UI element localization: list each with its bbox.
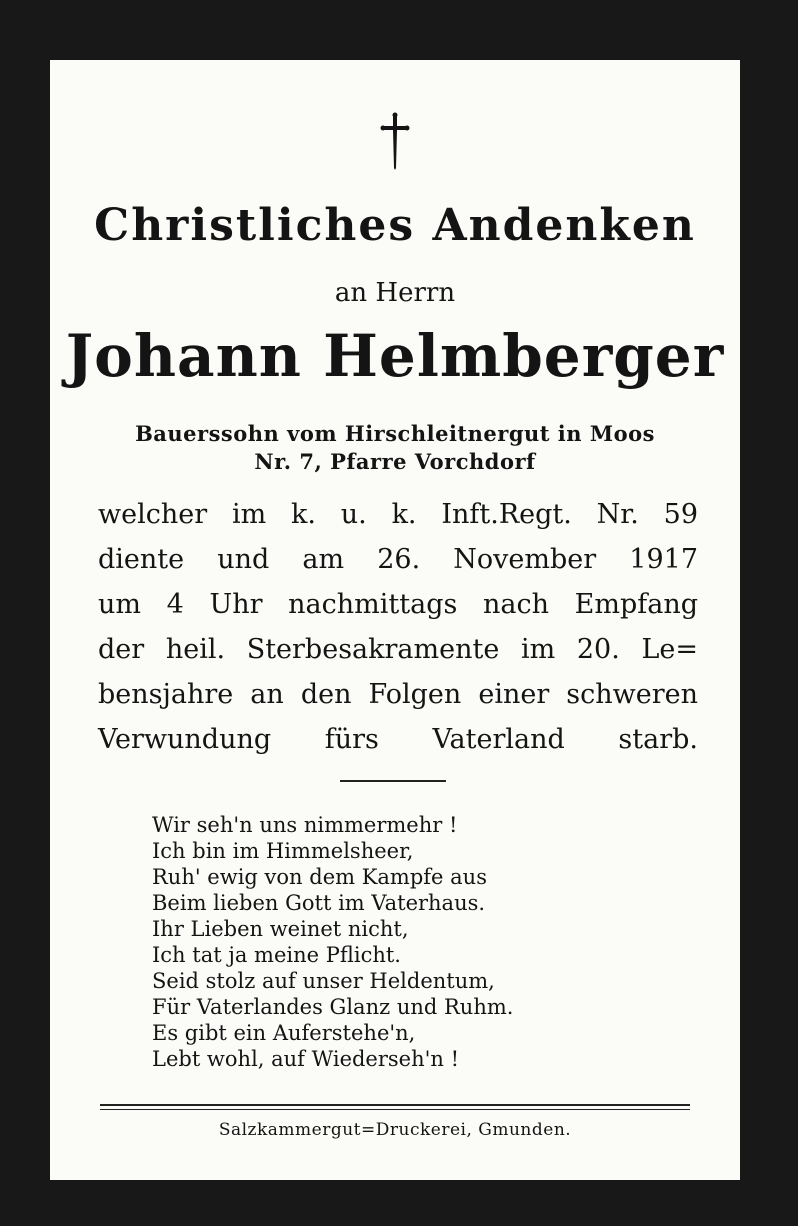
poem-line: Ruh' ewig von dem Kampfe aus xyxy=(152,865,487,889)
deceased-name: Johann Helmberger xyxy=(65,322,725,390)
obituary-line: Verwundung fürs Vaterland starb. xyxy=(98,724,698,755)
card-title: Christliches Andenken xyxy=(94,200,696,251)
obituary-line: welcher im k. u. k. Inft.Regt. Nr. 59 xyxy=(98,499,698,530)
poem-line: Lebt wohl, auf Wiederseh'n ! xyxy=(152,1047,460,1071)
poem xyxy=(152,812,622,1072)
memorial-card xyxy=(50,60,740,1180)
obituary-text xyxy=(98,492,698,762)
poem-line: Für Vaterlandes Glanz und Ruhm. xyxy=(152,995,514,1019)
origin-line-1: Bauerssohn vom Hirschleitnergut in Moos xyxy=(135,421,655,446)
printer-imprint: Salzkammergut=Druckerei, Gmunden. xyxy=(218,1120,572,1140)
salutation: an Herrn xyxy=(334,278,456,308)
origin-description xyxy=(50,420,740,476)
poem-line: Seid stolz auf unser Heldentum, xyxy=(152,969,495,993)
obituary-line: diente und am 26. November 1917 xyxy=(98,544,698,575)
obituary-line: um 4 Uhr nachmittags nach Empfang xyxy=(98,589,698,620)
footer-rule xyxy=(100,1104,690,1106)
poem-line: Wir seh'n uns nimmermehr ! xyxy=(152,813,458,837)
origin-line-2: Nr. 7, Pfarre Vorchdorf xyxy=(254,449,536,474)
poem-line: Ich bin im Himmelsheer, xyxy=(152,839,414,863)
poem-line: Ich tat ja meine Pflicht. xyxy=(152,943,401,967)
obituary-line: der heil. Sterbesakramente im 20. Le= xyxy=(98,634,698,665)
cross-icon xyxy=(50,112,740,176)
obituary-line: bensjahre an den Folgen einer schweren xyxy=(98,679,698,710)
footer-rule xyxy=(100,1109,690,1110)
poem-line: Ihr Lieben weinet nicht, xyxy=(152,917,409,941)
poem-line: Es gibt ein Auferstehe'n, xyxy=(152,1021,416,1045)
poem-line: Beim lieben Gott im Vaterhaus. xyxy=(152,891,486,915)
divider xyxy=(340,780,446,782)
